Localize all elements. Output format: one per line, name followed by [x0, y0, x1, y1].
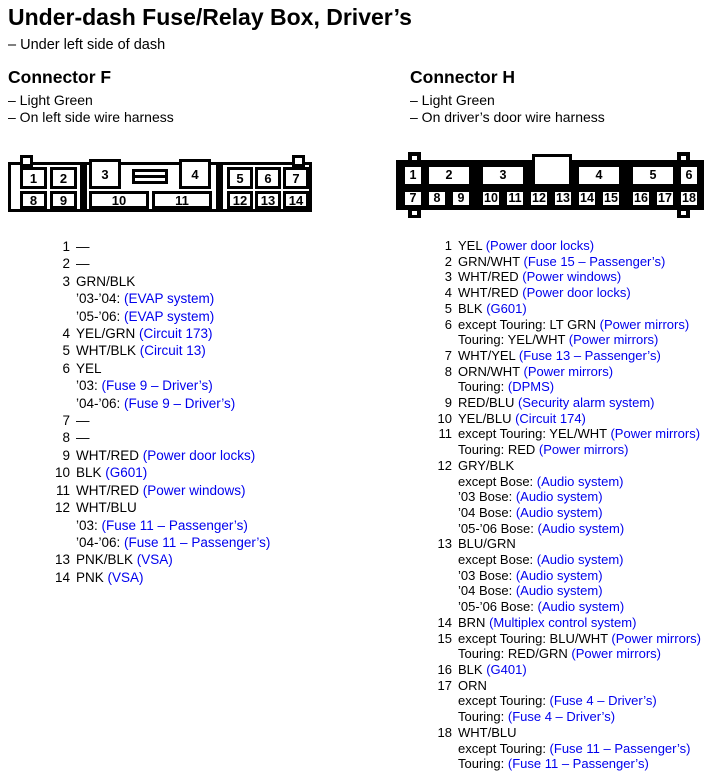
pin-wire-color: ’04-’06: [76, 395, 125, 411]
connector-h-heading: Connector H [410, 67, 515, 87]
pin-wire-color: except Touring: [458, 693, 550, 709]
pin-description [458, 379, 554, 395]
pin-row [426, 741, 706, 757]
pin-cell: 2 [50, 167, 77, 189]
pin-row [426, 725, 706, 741]
pin-description [458, 442, 628, 458]
pin-description [76, 342, 206, 359]
pin-cell: 11 [504, 189, 526, 208]
pin-number: 7 [62, 413, 70, 429]
pin-wire-color: WHT/RED [76, 482, 143, 498]
pin-row [426, 395, 706, 411]
pin-wire-color: Touring: RED/GRN [458, 646, 572, 662]
pin-row [42, 429, 390, 446]
pin-number: 12 [437, 457, 452, 473]
pin-cell: 3 [89, 159, 121, 189]
pin-cell: 9 [450, 189, 472, 208]
pin-cell: 7 [283, 167, 309, 189]
pin-description [76, 429, 90, 446]
pin-cell: 7 [402, 189, 424, 208]
pin-description [458, 568, 603, 584]
pin-number: 1 [62, 239, 70, 254]
pin-number: 4 [444, 285, 452, 301]
pin-row [42, 412, 390, 429]
pin-description [76, 308, 214, 325]
pin-row [426, 678, 706, 694]
pin-description [76, 255, 90, 272]
pin-cell: 17 [654, 189, 676, 208]
connector-h-pin-list [426, 238, 706, 772]
pin-wire-color: PNK/BLK [76, 552, 137, 568]
pin-wire-color: ’03-’04: [76, 291, 125, 307]
pin-description [458, 364, 613, 380]
pin-row [42, 499, 390, 516]
pin-number: 8 [62, 430, 70, 446]
pin-cell: 8 [426, 189, 448, 208]
pin-row [42, 308, 390, 325]
pin-number: 15 [437, 630, 452, 646]
connector-f-heading: Connector F [8, 67, 112, 87]
pin-wire-color: WHT/RED [458, 269, 523, 285]
pin-row [42, 325, 390, 342]
pin-wire-color: YEL/GRN [76, 326, 140, 342]
pin-wire-color: except Bose: [458, 473, 537, 489]
pin-function-link[interactable]: (Fuse 11 – Passenger’s) [101, 517, 248, 533]
pin-description [76, 551, 173, 568]
pin-description [458, 741, 690, 757]
pin-cell: 1 [20, 167, 47, 189]
pin-row [42, 238, 390, 255]
pin-function-link[interactable]: (Fuse 13 – Passenger’s) [518, 347, 661, 363]
pin-cell: 6 [255, 167, 281, 189]
pin-cell: 3 [480, 164, 526, 187]
connector-h-section [396, 68, 706, 772]
pin-function-link[interactable]: (G601) [486, 300, 527, 316]
pin-wire-color: except Touring: YEL/WHT [458, 426, 611, 442]
pin-description [458, 474, 623, 490]
pin-description [458, 756, 649, 772]
pin-wire-color: Touring: [458, 709, 508, 725]
pin-wire-color: except Touring: BLU/WHT [458, 630, 612, 646]
pin-wire-color: WHT/RED [458, 285, 523, 301]
pin-wire-color: WHT/BLU [76, 500, 137, 516]
pin-description [458, 332, 658, 348]
pin-cell: 12 [528, 189, 550, 208]
pin-description [458, 317, 689, 333]
pin-number: 9 [444, 395, 452, 411]
pin-description [458, 662, 527, 678]
divider-wall [216, 165, 223, 209]
pin-function-link[interactable]: (Audio system) [536, 552, 624, 568]
pin-wire-color: ’05-’06 Bose: [458, 520, 538, 536]
pin-function-link[interactable]: (Security alarm system) [517, 395, 655, 411]
pin-row [426, 474, 706, 490]
pin-cell: 1 [402, 164, 424, 187]
pin-row [426, 458, 706, 474]
pin-function-link[interactable]: (EVAP system) [124, 308, 215, 324]
pin-function-link[interactable]: (Audio system) [515, 489, 603, 505]
pin-wire-color: ORN/WHT [458, 363, 524, 379]
pin-number: 11 [438, 426, 452, 442]
pin-row [42, 534, 390, 551]
pin-function-link[interactable]: (Power mirrors) [571, 646, 661, 662]
pin-cell: 14 [576, 189, 598, 208]
pin-description [458, 536, 516, 552]
pin-wire-color: WHT/YEL [458, 347, 519, 363]
pin-function-link[interactable]: (Fuse 9 – Driver’s) [101, 378, 213, 394]
pin-function-link[interactable]: (Power windows) [142, 482, 246, 498]
pin-cell: 10 [480, 189, 502, 208]
pin-row [426, 709, 706, 725]
pin-number: 11 [55, 482, 70, 498]
connector-note: – On left side wire harness [8, 109, 174, 125]
pin-description [76, 290, 214, 307]
pin-number: 4 [62, 326, 70, 342]
pin-description [458, 489, 603, 505]
pin-wire-color: ’04-’06: [76, 534, 125, 550]
pin-description [458, 411, 586, 427]
pin-function-link[interactable]: (DPMS) [507, 379, 555, 395]
pin-wire-color: ’03: [76, 378, 102, 394]
pin-row [426, 505, 706, 521]
pin-cell: 6 [678, 164, 700, 187]
pin-wire-color: RED/BLU [458, 395, 518, 411]
pin-description [76, 569, 144, 586]
pin-description [458, 348, 661, 364]
pin-wire-color: WHT/BLU [458, 724, 517, 740]
pin-row [426, 693, 706, 709]
pin-row [426, 756, 706, 772]
pin-function-link[interactable]: (Power mirrors) [568, 332, 659, 348]
divider-wall [80, 165, 87, 209]
pin-number: 3 [444, 269, 452, 285]
mounting-tab-icon [292, 155, 305, 167]
pin-function-link[interactable]: (Power mirrors) [610, 426, 701, 442]
pin-wire-color: Touring: RED [458, 442, 539, 458]
pin-description [458, 693, 657, 709]
pin-function-link[interactable]: (Circuit 174) [515, 410, 586, 426]
pin-cell: 5 [227, 167, 253, 189]
pin-number: 5 [62, 343, 70, 359]
pin-row [42, 290, 390, 307]
pin-row [426, 646, 706, 662]
pin-wire-color: WHT/RED [76, 447, 143, 463]
pin-function-link[interactable]: (Audio system) [515, 504, 603, 520]
pin-number: 3 [62, 273, 70, 289]
pin-row [42, 377, 390, 394]
pin-number: 14 [54, 569, 70, 585]
pin-function-link[interactable]: (VSA) [107, 569, 144, 585]
pin-number: 6 [444, 316, 452, 332]
pin-function-link[interactable]: (VSA) [136, 552, 173, 568]
pin-row [42, 569, 390, 586]
pin-number: 14 [437, 614, 452, 630]
page-title: Under-dash Fuse/Relay Box, Driver’s [8, 4, 412, 30]
pin-row [426, 536, 706, 552]
pin-description [458, 395, 655, 411]
pin-wire-color: GRN/WHT [458, 253, 524, 269]
pin-function-link[interactable]: (Fuse 4 – Driver’s) [507, 709, 616, 725]
pin-row [42, 551, 390, 568]
pin-cell: 2 [426, 164, 472, 187]
pin-number: 2 [62, 256, 70, 272]
pin-number: 7 [444, 347, 452, 363]
pin-function-link[interactable]: (Fuse 11 – Passenger’s) [124, 534, 271, 550]
pin-function-link[interactable]: (Power door locks) [142, 447, 256, 463]
pin-row [42, 255, 390, 272]
pin-function-link[interactable]: (Multiplex control system) [489, 614, 637, 630]
pin-cell: 13 [552, 189, 574, 208]
mounting-tab-icon [20, 155, 33, 167]
pin-wire-color: — [76, 430, 90, 446]
pin-description [458, 646, 661, 662]
pin-wire-color: WHT/BLK [76, 343, 140, 359]
pin-function-link[interactable]: (Power door locks) [485, 238, 595, 253]
pin-row [426, 521, 706, 537]
pin-function-link[interactable]: (Fuse 11 – Passenger’s) [507, 756, 649, 772]
pin-wire-color: — [76, 413, 90, 429]
pin-cell: 9 [50, 191, 77, 209]
pin-cell: 12 [227, 191, 253, 209]
pin-cell: 10 [89, 191, 149, 209]
mounting-tab-icon [677, 152, 690, 163]
pin-cell: 8 [20, 191, 47, 209]
pin-row [426, 489, 706, 505]
pin-row [42, 517, 390, 534]
pin-row [426, 254, 706, 270]
pin-row [426, 615, 706, 631]
pin-function-link[interactable]: (Circuit 173) [139, 326, 213, 342]
pin-cell: 14 [283, 191, 309, 209]
pin-function-link[interactable]: (Fuse 15 – Passenger’s) [523, 253, 666, 269]
pin-description [76, 517, 248, 534]
pin-function-link[interactable]: (Audio system) [537, 520, 625, 536]
pin-description [458, 599, 624, 615]
pin-wire-color: except Bose: [458, 552, 537, 568]
pin-description [76, 360, 102, 377]
pin-row [426, 599, 706, 615]
pin-wire-color: BLK [76, 465, 106, 481]
pin-description [458, 709, 615, 725]
pin-description [76, 482, 246, 499]
pin-cell: 18 [678, 189, 700, 208]
pin-description [458, 285, 631, 301]
connector-h-notes [410, 92, 706, 126]
pin-row [426, 583, 706, 599]
pin-row [426, 269, 706, 285]
pin-wire-color: Touring: [458, 756, 508, 772]
pin-function-link[interactable]: (Power mirrors) [611, 630, 701, 646]
pin-wire-color: YEL [76, 360, 102, 376]
pin-cell: 4 [179, 159, 211, 189]
connector-note: – Light Green [8, 92, 93, 108]
pin-function-link[interactable]: (Power mirrors) [599, 316, 690, 332]
pin-description [458, 521, 624, 537]
pin-wire-color: except Touring: [458, 740, 550, 756]
pin-number: 9 [62, 447, 70, 463]
pin-wire-color: YEL [458, 238, 486, 253]
pin-number: 12 [54, 500, 70, 516]
pin-wire-color: ’04 Bose: [458, 583, 516, 599]
pin-description [76, 534, 270, 551]
pin-row [426, 238, 706, 254]
pin-description [76, 325, 213, 342]
pin-row [426, 379, 706, 395]
pin-cell: 13 [255, 191, 281, 209]
pin-row [426, 631, 706, 647]
connector-note: – Light Green [410, 92, 495, 108]
pin-description [458, 631, 701, 647]
pin-wire-color: ’03 Bose: [458, 489, 516, 505]
pin-number: 1 [444, 238, 452, 253]
pin-number: 17 [437, 677, 452, 693]
pin-number: 5 [444, 300, 452, 316]
pin-description [458, 678, 487, 694]
pin-row [426, 348, 706, 364]
pin-description [76, 238, 90, 255]
pin-description [76, 464, 147, 481]
pin-row [42, 360, 390, 377]
pin-row [426, 552, 706, 568]
connector-f-pin-list [42, 238, 390, 586]
pin-function-link[interactable]: (EVAP system) [124, 291, 215, 307]
pin-row [426, 285, 706, 301]
pin-wire-color: ’05-’06 Bose: [458, 599, 538, 615]
pin-function-link[interactable]: (Power windows) [522, 269, 622, 285]
connector-latch-icon [132, 169, 168, 184]
pin-row [426, 332, 706, 348]
pin-wire-color: BRN [458, 614, 490, 630]
pin-function-link[interactable]: (Circuit 13) [139, 343, 206, 359]
pin-function-link[interactable]: (Audio system) [515, 583, 603, 599]
connector-f-section [8, 68, 390, 586]
pin-description [458, 552, 623, 568]
pin-number: 6 [62, 360, 70, 376]
pin-function-link[interactable]: (Power door locks) [522, 285, 631, 301]
pin-description [76, 412, 90, 429]
pin-function-link[interactable]: (Power mirrors) [538, 442, 629, 458]
pin-description [76, 499, 137, 516]
pin-wire-color: YEL/BLU [458, 410, 516, 426]
pin-description [458, 238, 594, 254]
pin-description [76, 395, 235, 412]
pin-wire-color: except Touring: LT GRN [458, 316, 600, 332]
pin-wire-color: PNK [76, 569, 108, 585]
pin-description [458, 301, 527, 317]
pin-wire-color: ORN [458, 677, 487, 693]
pin-function-link[interactable]: (G401) [486, 661, 527, 677]
pin-description [458, 725, 517, 741]
connector-f-notes [8, 92, 390, 126]
pin-description [458, 458, 514, 474]
pin-number: 13 [437, 536, 452, 552]
pin-row [426, 442, 706, 458]
page-subtitle: – Under left side of dash [8, 37, 166, 53]
pin-number: 18 [437, 724, 452, 740]
pin-row [42, 273, 390, 290]
pin-description [458, 615, 636, 631]
connector-latch-icon [532, 154, 572, 187]
pin-wire-color: Touring: [458, 379, 508, 395]
pin-wire-color: ’03: [76, 517, 102, 533]
pin-description [458, 583, 603, 599]
pin-row [426, 301, 706, 317]
pin-row [426, 364, 706, 380]
pin-function-link[interactable]: (Audio system) [515, 567, 603, 583]
pin-number: 10 [54, 465, 70, 481]
pin-function-link[interactable]: (Audio system) [536, 473, 624, 489]
pin-cell: 16 [630, 189, 652, 208]
pin-function-link[interactable]: (Fuse 9 – Driver’s) [124, 395, 236, 411]
pin-wire-color: — [76, 256, 90, 272]
pin-wire-color: GRN/BLK [76, 273, 136, 289]
pin-row [42, 395, 390, 412]
pin-function-link[interactable]: (Audio system) [537, 599, 625, 615]
mounting-tab-icon [677, 207, 690, 218]
pin-wire-color: Touring: YEL/WHT [458, 332, 569, 348]
pin-wire-color: ’03 Bose: [458, 567, 516, 583]
pin-wire-color: — [76, 239, 90, 254]
pin-row [426, 426, 706, 442]
pin-description [76, 447, 255, 464]
pin-cell: 5 [630, 164, 676, 187]
pin-wire-color: GRY/BLK [458, 457, 515, 473]
pin-row [42, 464, 390, 481]
pin-description [458, 254, 665, 270]
pin-wire-color: BLU/GRN [458, 536, 516, 552]
pin-function-link[interactable]: (Power mirrors) [523, 363, 614, 379]
pin-wire-color: BLK [458, 661, 487, 677]
pin-number: 2 [444, 253, 452, 269]
pin-row [42, 447, 390, 464]
pin-number: 10 [437, 410, 452, 426]
pin-cell: 4 [576, 164, 622, 187]
pin-wire-color: BLK [458, 300, 487, 316]
connector-note: – On driver’s door wire harness [410, 109, 605, 125]
connector-h-diagram [396, 150, 706, 220]
pin-wire-color: ’04 Bose: [458, 504, 516, 520]
pin-cell: 11 [152, 191, 212, 209]
mounting-tab-icon [408, 152, 421, 163]
pin-cell: 15 [600, 189, 622, 208]
pin-row [42, 482, 390, 499]
pin-row [426, 411, 706, 427]
pin-number: 13 [54, 552, 70, 568]
pin-description [76, 273, 135, 290]
pin-row [426, 317, 706, 333]
pin-wire-color: ’05-’06: [76, 308, 125, 324]
pin-description [458, 269, 621, 285]
pin-number: 8 [444, 363, 452, 379]
pin-row [426, 568, 706, 584]
pin-description [458, 426, 700, 442]
pin-function-link[interactable]: (Fuse 4 – Driver’s) [549, 693, 657, 709]
pin-row [42, 342, 390, 359]
pin-description [76, 377, 213, 394]
pin-row [426, 662, 706, 678]
pin-function-link[interactable]: (Fuse 11 – Passenger’s) [549, 740, 691, 756]
mounting-tab-icon [408, 207, 421, 218]
pin-function-link[interactable]: (G601) [105, 465, 148, 481]
connector-f-diagram [8, 150, 316, 212]
pin-description [458, 505, 603, 521]
pin-number: 16 [437, 661, 452, 677]
